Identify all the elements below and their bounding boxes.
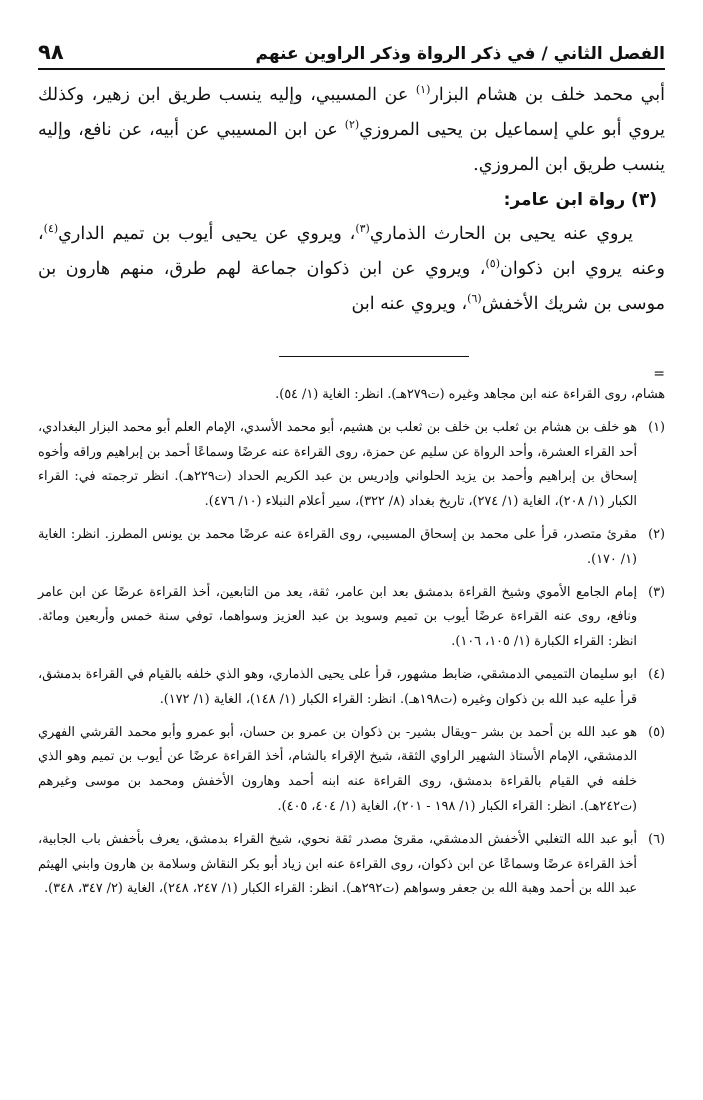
- footnote-text: مقرئ متصدر، قرأ على محمد بن إسحاق المسيبي، روى القراءة عنه عرضًا محمد بن يونس المطرز. انظر: الغاية (١/ ١٧٠).: [38, 526, 637, 567]
- book-page: [38, 30, 665, 1080]
- footnote-number: (٦): [648, 831, 665, 847]
- header-rule: [38, 68, 665, 70]
- footnote-ref-3: (٣): [355, 222, 370, 236]
- footnote-continuation: هشام، روى القراءة عنه ابن مجاهد وغيره (ت٢٧٩هـ). انظر: الغاية (١/ ٥٤).: [275, 387, 665, 402]
- footnote-3: [38, 581, 665, 655]
- footnote-4: [38, 663, 665, 713]
- running-title: الفصل الثاني / في ذكر الرواة وذكر الراوين عنهم: [255, 44, 665, 64]
- footnote-separator: [279, 356, 469, 357]
- footnote-6: [38, 828, 665, 902]
- footnote-ref-2: (٢): [344, 118, 360, 132]
- paragraph-1: أبي محمد خلف بن هشام البزار$^{(١)}$ عن المسيبي، وإليه ينسب طريق ابن زهير، وكذلك يروي أبو علي إسماعيل بن يحيى المروزي$^{(٢)}$ عن ابن المسيبي عن أبيه، عن نافع، وإليه ينسب طريق ابن المروزي.: [38, 83, 665, 175]
- footnote-ref-1: (١): [415, 83, 431, 97]
- footnote-number: (١): [648, 419, 665, 435]
- section-heading: (٣) رواة ابن عامر:: [503, 190, 657, 210]
- footnote-2: [38, 523, 665, 573]
- footnote-text: هو عبد الله بن أحمد بن بشر –ويقال بشير- بن ذكوان بن عمرو بن حسان، أبو عمرو وأبو محمد القرشي الفهري الدمشقي، الإمام الأستاذ الشهير الراوي الثقة، شيخ الإقراء بالشام، أخذ القراءة عرضًا عن أيوب بن تميم وهو الذي خلفه في القيام بالقراءة بدمشق، روى القراءة عنه ابنه أحمد وهارون الأخفش ومحمد بن موسى وغيرهم (ت٢٤٢هـ). انظر: القراء الكبار (١/ ١٩٨ - ٢٠١)، الغاية (١/ ٤٠٤، ٤٠٥).: [38, 724, 637, 814]
- page-header: [38, 30, 665, 64]
- footnote-ref-6: (٦): [467, 292, 482, 306]
- footnote-ref-5: (٥): [485, 257, 500, 271]
- footnotes: [38, 383, 665, 902]
- footnote-number: (٤): [648, 666, 665, 682]
- page-number: ٩٨: [38, 40, 64, 64]
- footnote-text: ابو سليمان التميمي الدمشقي، ضابط مشهور، قرأ على يحيى الذماري، وهو الذي خلفه بالقيام في القراءة بدمشق، قرأ عليه عبد الله بن ذكوان وغيره (ت١٩٨هـ). انظر: القراء الكبار (١/ ١٤٨)، الغاية (١/ ١٧٢).: [38, 666, 637, 707]
- paragraph-2: يروي عنه يحيى بن الحارث الذماري$^{(٣)}$، ويروي عن يحيى أيوب بن تميم الداري$^{(٤)}$، وعنه يروي ابن ذكوان$^{(٥)}$، ويروي عن ابن ذكوان جماعة لهم طرق، منهم هارون بن موسى بن شريك الأخفش$^{(٦)}$، ويروي عنه ابن: [38, 222, 665, 314]
- main-text: [38, 78, 665, 322]
- footnote-number: (٣): [648, 584, 665, 600]
- footnote-text: هو خلف بن هشام بن ثعلب بن خلف بن ثعلب بن هشيم، أبو محمد الأسدي، الإمام العلم أبو محمد البزار البغدادي، أحد القراء العشرة، وأحد الرواة عن سليم عن حمزة، روى القراءة عنه عرضًا وسماعًا أحمد بن إبراهيم وراقه وأخوه إسحاق بن إبراهيم وأحمد بن يزيد الحلواني وإدريس بن عبد الكريم الحداد (ت٢٢٩هـ). انظر ترجمته في: القراء الكبار (١/ ٢٠٨)، الغاية (١/ ٢٧٤)، تاريخ بغداد (٨/ ٣٢٢)، سير أعلام النبلاء (١٠/ ٤٧٦).: [38, 419, 637, 510]
- footnote-1: [38, 416, 665, 515]
- footnote-5: [38, 721, 665, 820]
- footnote-number: (٥): [648, 724, 665, 740]
- footnote-ref-4: (٤): [43, 222, 59, 236]
- continuation-mark: =: [653, 366, 665, 382]
- footnote-text: أبو عبد الله التغلبي الأخفش الدمشقي، مقرئ مصدر ثقة نحوي، شيخ القراء بدمشق، يعرف بأخفش باب الجابية، أخذ القراءة عرضًا وسماعًا عن ابن ذكوان، روى القراءة عنه ابن زياد أبو بكر النقاش وسلامة بن هارون وابني الهيثم عبد الله بن أحمد وهبة الله بن جعفر وسواهم (ت٢٩٢هـ). انظر: القراء الكبار (١/ ٢٤٧، ٢٤٨)، الغاية (٢/ ٣٤٧، ٣٤٨).: [38, 831, 637, 897]
- footnote-text: إمام الجامع الأموي وشيخ القراءة بدمشق بعد ابن عامر، ثقة، يعد من التابعين، أخذ القراءة عرضًا عن ابن عامر ونافع، روى عنه القراءة عرضًا أيوب بن تميم وسويد بن عبد العزيز وسواهما، توفي سنة خمس وأربعين ومائة. انظر: القراء الكبارة (١/ ١٠٥، ١٠٦).: [38, 584, 637, 650]
- footnote-number: (٢): [648, 526, 665, 542]
